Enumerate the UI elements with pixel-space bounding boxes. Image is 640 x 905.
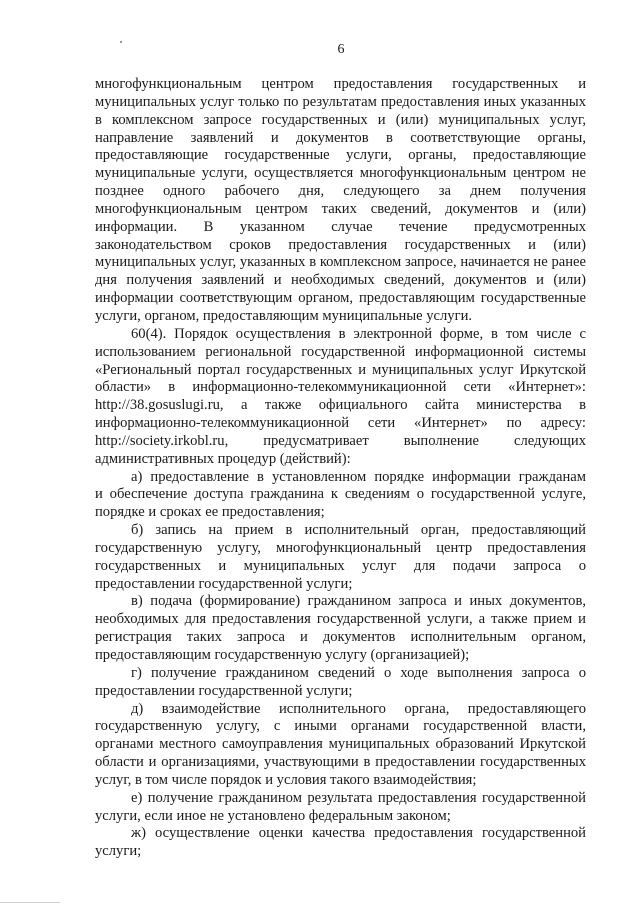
scan-edge — [0, 902, 60, 903]
text-line: услуги; — [95, 843, 142, 860]
text-line: информационно-телекоммуникационной сети «Интернет» по адресу: — [95, 415, 586, 432]
text-line: информации соответствующим органом, предоставляющим государственные — [95, 290, 586, 307]
text-line: «Региональный портал государственных и муниципальных услуг Иркутской — [95, 361, 586, 378]
text-line: и обеспечение доступа гражданина к сведениям о государственной услуге, — [95, 486, 586, 503]
text-line: в) подача (формирование) гражданином запроса и иных документов, — [131, 593, 586, 610]
text-line: области и организациями, участвующими в предоставлении государственных — [95, 754, 586, 771]
text-line: в комплексном запросе государственных и (или) муниципальных услуг, — [95, 111, 586, 128]
text-line: законодательством сроков предоставления государственных и (или) — [95, 236, 586, 253]
text-line: http://society.irkobl.ru, предусматривает выполнение следующих — [95, 432, 586, 449]
text-line: информации. В указанном случае течение предусмотренных — [95, 218, 586, 235]
text-line: услуг, в том числе порядок и условия такого взаимодействия; — [95, 771, 477, 788]
text-line: государственную услугу, многофункциональный центр предоставления — [95, 539, 586, 556]
text-line: муниципальных услуг, указанных в комплексном запросе, начинается не ранее — [95, 254, 586, 271]
text-line: государственную услугу, с иными органами государственной власти, — [95, 718, 586, 735]
text-line: порядке и сроках ее предоставления; — [95, 504, 325, 521]
text-line: ж) осуществление оценки качества предоставления государственной — [131, 825, 586, 842]
text-line: муниципальных услуг только по результатам предоставления иных указанных — [95, 93, 586, 110]
text-line: а) предоставление в установленном порядке информации гражданам — [131, 468, 586, 485]
text-line: предоставляющие государственные услуги, органы, предоставляющие — [95, 147, 586, 164]
text-line: направление заявлений и документов в соответствующие органы, — [95, 129, 586, 146]
text-line: многофункциональным центром предоставления государственных и — [95, 76, 586, 92]
text-line: области» в информационно-телекоммуникационной сети «Интернет»: — [95, 379, 586, 396]
text-line: необходимых для предоставления государственной услуги, а также прием и — [95, 611, 586, 628]
text-line: муниципальные услуги, осуществляется многофункциональным центром не — [95, 165, 586, 182]
page-number: 6 — [337, 42, 345, 57]
text-line: дня получения заявлений и необходимых сведений, документов и (или) — [95, 272, 586, 289]
text-line: использованием региональной государственной информационной системы — [95, 343, 586, 360]
text-line: позднее одного рабочего дня, следующего за днем получения — [95, 183, 586, 200]
text-line: е) получение гражданином результата предоставления государственной — [131, 789, 586, 806]
text-line: органами местного самоуправления муниципальных образований Иркутской — [95, 736, 586, 753]
text-line: предоставлении государственной услуги; — [95, 682, 353, 699]
text-line: http://38.gosuslugi.ru, а также официального сайта министерства в — [95, 397, 586, 414]
text-line: административных процедур (действий): — [95, 450, 351, 467]
text-line: г) получение гражданином сведений о ходе выполнения запроса о — [131, 664, 586, 681]
text-line: д) взаимодействие исполнительного органа, предоставляющего — [131, 700, 586, 717]
text-line: предоставляющим государственную услугу (организацией); — [95, 647, 470, 663]
text-line: услуги, органом, предоставляющим муниципальные услуги. — [95, 307, 473, 324]
text-line: государственных и муниципальных услуг для подачи запроса о — [95, 557, 586, 574]
text-line: услуги, если иное не установлено федеральным законом; — [95, 807, 451, 824]
text-line: предоставлении государственной услуги; — [95, 575, 353, 592]
document-body — [95, 76, 586, 861]
text-line: многофункциональным центром таких сведений, документов и (или) — [95, 200, 586, 217]
text-line: регистрация таких запроса и документов исполнительным органом, — [95, 629, 586, 646]
text-line: б) запись на прием в исполнительный орган, предоставляющий — [131, 522, 586, 539]
text-line: 60(4). Порядок осуществления в электронной форме, в том числе с — [131, 325, 586, 342]
